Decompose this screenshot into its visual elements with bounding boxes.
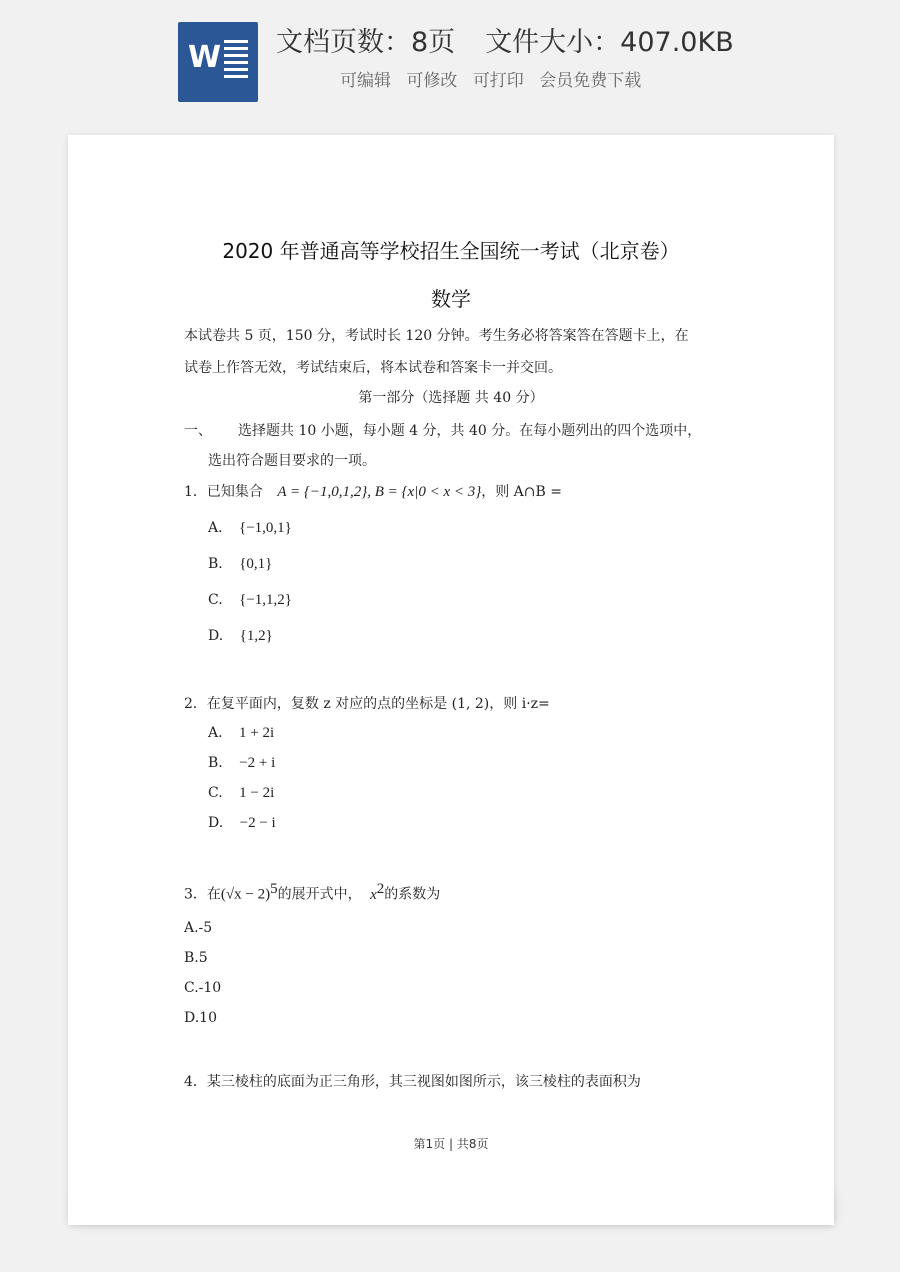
- q1-prefix: 1．已知集合: [184, 484, 263, 500]
- option-label: D.: [208, 815, 224, 831]
- q1-option-d: [208, 628, 273, 645]
- option-value: 1 − 2i: [239, 785, 275, 801]
- q3-variable-exponent: 2: [376, 881, 385, 897]
- option-value: {−1,0,1}: [239, 520, 292, 536]
- q3-variable: x: [370, 886, 377, 903]
- perk-editable: 可编辑: [340, 71, 391, 91]
- word-document-icon: [178, 22, 258, 102]
- exam-subject: 数学: [431, 287, 471, 311]
- q2-option-b: [208, 755, 275, 772]
- option-label: A.: [208, 725, 223, 741]
- perk-printable: 可打印: [472, 71, 524, 91]
- q3-option-c: C.-10: [184, 980, 222, 996]
- section-instructions-2: 选出符合题目要求的一项。: [208, 453, 376, 469]
- option-label: D.: [208, 628, 224, 644]
- exam-title: 2020 年普通高等学校招生全国统一考试（北京卷）: [222, 239, 680, 263]
- option-value: −2 + i: [239, 755, 276, 771]
- option-value: {1,2}: [239, 628, 273, 644]
- q1-option-b: [208, 556, 272, 573]
- document-lines-icon: [224, 40, 248, 82]
- option-label: B.: [208, 556, 223, 572]
- q3-option-d: D.10: [184, 1010, 217, 1026]
- option-value: {0,1}: [239, 556, 273, 572]
- q2-option-c: [208, 785, 274, 802]
- part-heading: 第一部分（选择题 共 40 分）: [358, 390, 544, 406]
- q3-option-a: A.-5: [184, 920, 213, 936]
- document-meta: [276, 20, 734, 59]
- word-logo-letter: W: [188, 40, 222, 75]
- page-count: 文档页数：8页: [276, 27, 456, 58]
- question-1: [184, 481, 562, 501]
- option-value: {−1,1,2}: [239, 592, 292, 608]
- perk-member-download: 会员免费下载: [539, 71, 642, 91]
- q2-option-d: [208, 815, 276, 832]
- q3-option-b: B.5: [184, 950, 208, 966]
- question-3: [184, 881, 440, 904]
- option-value: −2 − i: [239, 815, 276, 831]
- section-number: 一、: [184, 423, 212, 439]
- q3-prefix: 3．在: [184, 886, 221, 903]
- q1-math: A = {−1,0,1,2}, B = {x|0 < x < 3}: [277, 484, 482, 500]
- perk-modifiable: 可修改: [406, 71, 458, 91]
- q2-option-a: [208, 725, 274, 742]
- option-label: C.: [208, 592, 223, 608]
- document-perks: [340, 66, 651, 91]
- intro-line-2: 试卷上作答无效，考试结束后，将本试卷和答案卡一并交回。: [184, 360, 562, 376]
- q3-suffix: 的系数为: [384, 886, 441, 903]
- q3-exponent: 5: [270, 881, 278, 897]
- page-footer: 第1页 | 共8页: [413, 1137, 489, 1151]
- option-label: A.: [208, 520, 223, 536]
- question-2: 2．在复平面内，复数 z 对应的点的坐标是 (1, 2)，则 i·z=: [184, 696, 550, 712]
- file-size: 文件大小：407.0KB: [485, 27, 734, 58]
- q1-suffix: ，则 A∩B =: [481, 484, 562, 500]
- q3-mid: 的展开式中，: [277, 886, 362, 903]
- option-label: C.: [208, 785, 223, 801]
- option-label: B.: [208, 755, 223, 771]
- q3-expression: (√x − 2): [220, 886, 271, 903]
- intro-line-1: 本试卷共 5 页，150 分，考试时长 120 分钟。考生务必将答案答在答题卡上，在: [184, 328, 689, 344]
- option-value: 1 + 2i: [239, 725, 275, 741]
- header-banner: [0, 0, 900, 120]
- q1-option-c: [208, 592, 292, 609]
- q1-option-a: [208, 520, 292, 537]
- document-page: [68, 135, 834, 1225]
- section-instructions-1: 选择题共 10 小题，每小题 4 分，共 40 分。在每小题列出的四个选项中，: [238, 423, 702, 439]
- question-4: 4．某三棱柱的底面为正三角形，其三视图如图所示，该三棱柱的表面积为: [184, 1074, 641, 1090]
